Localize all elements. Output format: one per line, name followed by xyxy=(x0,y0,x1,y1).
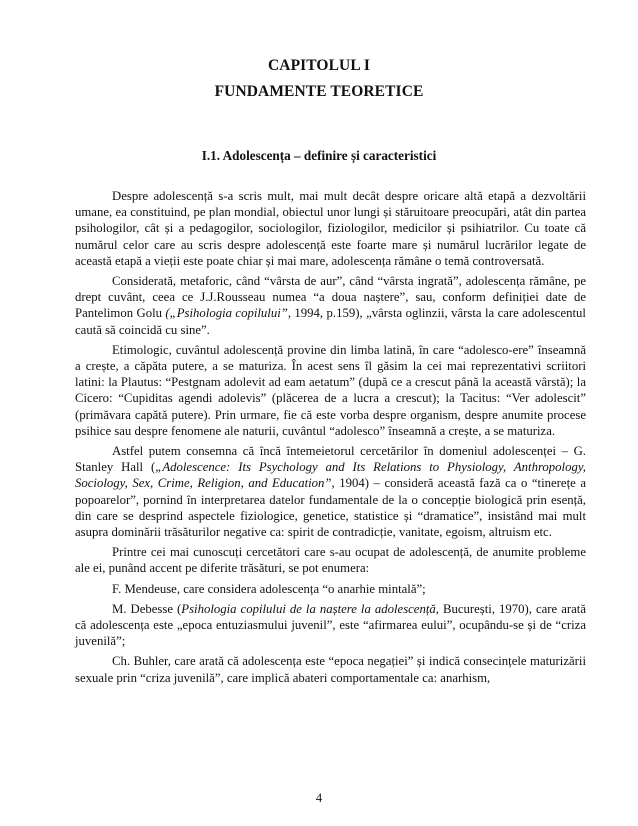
paragraph-6: F. Mendeuse, care considera adolescența “o anarhie mintală”; xyxy=(112,581,426,596)
paragraph-1: Despre adolescență s-a scris mult, mai mult decât despre oricare altă etapă a dezvoltării umane, ea constituind, pe plan mondial, obiectul unor lungi și stăruitoare preocupări, atât din partea psihologilor, cât și a pedagogilor, sociologilor, fiziologilor, medicilor și psihiatrilor. Cu toate că numărul celor care au scris despre adolescență este foarte mare și numărul lucrărilor legate de această etapă a vieții este poate chiar și mai mare, adolescența rămâne o temă controversată. xyxy=(75,189,586,268)
paragraph-5: Printre cei mai cunoscuți cercetători care s-au ocupat de adolescență, de anumite probleme ale ei, punând accent pe diferite trăsături, se pot enumera: xyxy=(75,545,586,576)
paragraph-7-text-a: M. Debesse ( xyxy=(112,601,182,616)
paragraph-4-text-c: , 1904) – consideră această fază ca o “tinerețe a popoarelor”, pornind în interpretarea datelor fundamentale de la o concepție biologică prin esență, din care se desprind aspectele fiziologice, genetice, statistice și “dramatice”, insistând mai mult asupra dominării trăsăturilor negative ca: spirit de contradicție, vanitate, egoism, altruism etc. xyxy=(75,476,587,540)
paragraph-7-book-title: Psihologia copilului de la naștere la adolescență, xyxy=(181,601,439,616)
paragraph-8: Ch. Buhler, care arată că adolescența este “epoca negației” și indică consecințele maturizării sexuale prin “criza juvenilă”, care implică abateri comportamentale ca: anarhism, xyxy=(75,654,586,685)
paragraph-4 xyxy=(75,443,586,540)
chapter-subtitle: FUNDAMENTE TEORETICE xyxy=(214,83,424,100)
paragraph-3: Etimologic, cuvântul adolescență provine din limba latină, în care “adolesco-ere” înseamnă a crește, a căpăta putere, a se maturiza. În acest sens îl găsim la cei mai reprezentativi scriitori latini: la Plautus: “Pestgnam adolevit ad eam aetatum” (după ce a crescut până la această vârstă); la Cicero: “Cupiditas agendi adolevis” (plăcerea de a lucra a crescut); la Tacitus: “Ver adolescit” (primăvara capătă putere). Prin urmare, fie că este vorba despre organism, despre anumite procese psihice sau despre fenomene ale naturii, cuvântul “adolesco” înseamnă a crește, a se maturiza. xyxy=(75,342,586,438)
paragraph-2-book-title: („Psihologia copilului” xyxy=(165,306,288,321)
paragraph-4-book-title: „Adolescence: Its Psychology and Its Relations to Physiology, Anthropology, Sociology, Sex, Crime, Religion, and Education” xyxy=(75,460,586,491)
paragraph-7-text-d: ), care arată că adolescența este „epoca entuziasmului juvenil”, este “afirmarea eului”, ocupându-se și de “criza juvenilă”; xyxy=(75,601,586,649)
page-number: 4 xyxy=(315,791,323,805)
chapter-title: CAPITOLUL I xyxy=(267,57,371,74)
body-text xyxy=(75,188,586,690)
paragraph-2-text-c: , 1994, p.159), „vârsta oglinzii, vârsta la care adolescentul caută să coincidă cu sine”. xyxy=(75,306,586,337)
paragraph-4-text-a: Astfel putem consemna că încă întemeietorul cercetărilor în domeniul adolescenței – G. Stanley Hall ( xyxy=(75,444,586,475)
paragraph-7 xyxy=(75,601,586,650)
paragraph-2-text-a: Considerată, metaforic, când “vârsta de aur”, când “vârsta ingrată”, adolescența rămâne, pe drept cuvânt, ceea ce J.J.Rousseau numea “a doua naștere”, sau, conform definiției date de Pantelimon Golu xyxy=(75,274,586,321)
section-title: I.1. Adolescența – definire și caracteristici xyxy=(201,148,437,163)
paragraph-7-text-c: București, 1970 xyxy=(438,601,525,616)
paragraph-2 xyxy=(75,273,586,338)
